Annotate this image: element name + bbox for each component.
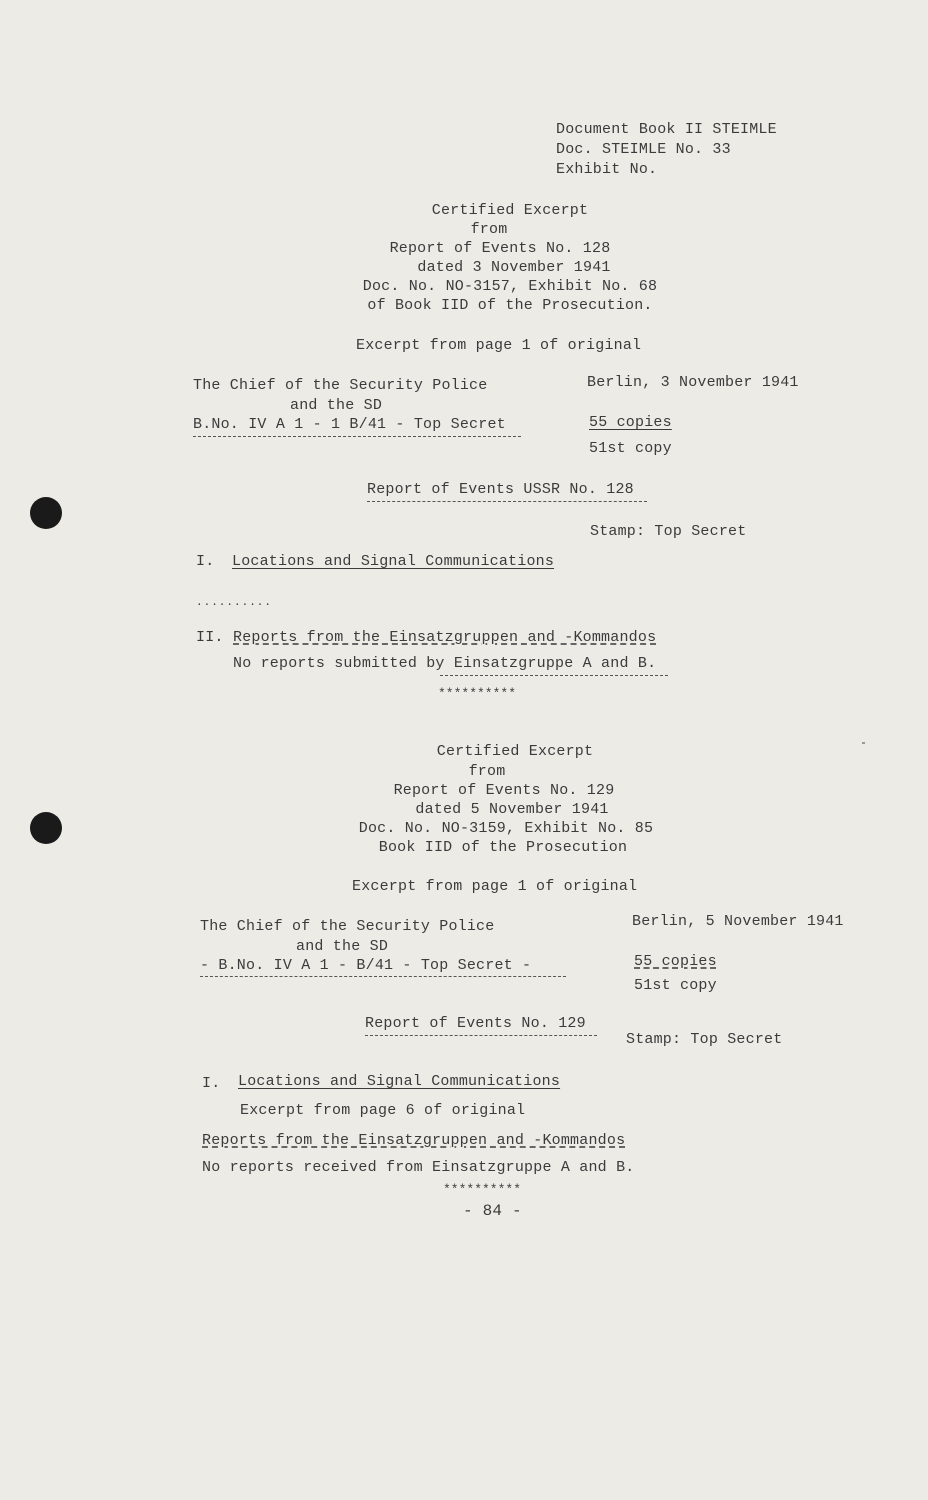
excerpt1-doc-no: Doc. No. NO-3157, Exhibit No. 68 <box>362 278 658 295</box>
excerpt1-omission-dots: .......... <box>196 597 273 609</box>
excerpt2-section2-title: Reports from the Einsatzgruppen and -Kommandos <box>202 1132 626 1149</box>
excerpt2-copies: 55 copies <box>634 953 717 970</box>
header-doc-number: Doc. STEIMLE No. 33 <box>556 141 731 158</box>
excerpt2-section1-number: I. <box>202 1075 221 1092</box>
header-document-book: Document Book II STEIMLE <box>556 121 777 138</box>
excerpt2-report-heading: Report of Events No. 129 <box>365 1015 586 1032</box>
excerpt1-copy-number: 51st copy <box>589 440 672 457</box>
excerpt1-from: from <box>470 221 508 238</box>
excerpt2-report: Report of Events No. 129 <box>393 782 615 799</box>
excerpt1-section2-number: II. <box>196 629 224 646</box>
excerpt2-report-heading-rule <box>365 1035 597 1036</box>
excerpt2-reference-rule <box>200 976 566 977</box>
excerpt2-page6-note: Excerpt from page 6 of original <box>240 1102 526 1119</box>
excerpt2-stamp: Stamp: Top Secret <box>626 1031 783 1048</box>
punch-hole-top <box>30 497 62 529</box>
punch-hole-bottom <box>30 812 62 844</box>
excerpt1-section2-text-rule <box>440 675 668 676</box>
header-exhibit: Exhibit No. <box>556 161 658 178</box>
excerpt1-reference: B.No. IV A 1 - 1 B/41 - Top Secret <box>193 416 506 433</box>
excerpt1-title: Certified Excerpt <box>431 202 589 219</box>
excerpt2-doc-no: Doc. No. NO-3159, Exhibit No. 85 <box>358 820 654 837</box>
excerpt2-end-stars: ********** <box>443 1182 522 1197</box>
excerpt2-section1-title: Locations and Signal Communications <box>238 1073 561 1090</box>
excerpt2-sender-line2: and the SD <box>296 938 389 955</box>
excerpt1-page-note: Excerpt from page 1 of original <box>356 337 642 354</box>
excerpt1-report-heading: Report of Events USSR No. 128 <box>367 481 634 498</box>
excerpt1-reference-rule <box>193 436 521 437</box>
page-number: - 84 - <box>463 1202 522 1220</box>
excerpt2-reference: - B.No. IV A 1 - B/41 - Top Secret - <box>200 957 532 974</box>
excerpt2-from: from <box>468 763 506 780</box>
excerpt2-copy-number: 51st copy <box>634 977 717 994</box>
excerpt1-place-date: Berlin, 3 November 1941 <box>587 374 799 391</box>
excerpt2-section2-text: No reports received from Einsatzgruppe A and B. <box>202 1159 635 1176</box>
excerpt2-book: Book IID of the Prosecution <box>378 839 628 856</box>
excerpt1-dated: dated 3 November 1941 <box>417 259 611 276</box>
excerpt2-page-note: Excerpt from page 1 of original <box>352 878 638 895</box>
excerpt1-book: of Book IID of the Prosecution. <box>367 297 653 314</box>
excerpt1-end-stars: ********** <box>438 686 517 701</box>
excerpt1-sender-line1: The Chief of the Security Police <box>193 377 488 394</box>
excerpt2-sender-line1: The Chief of the Security Police <box>200 918 495 935</box>
excerpt1-section2-text: No reports submitted by Einsatzgruppe A and B. <box>233 655 657 672</box>
excerpt1-stamp: Stamp: Top Secret <box>590 523 747 540</box>
excerpt1-report: Report of Events No. 128 <box>389 240 611 257</box>
excerpt1-section1-number: I. <box>196 553 215 570</box>
excerpt2-dated: dated 5 November 1941 <box>415 801 609 818</box>
paper-mark <box>862 742 865 744</box>
excerpt1-section2-title: Reports from the Einsatzgruppen and -Kommandos <box>233 629 657 646</box>
excerpt1-copies: 55 copies <box>589 414 672 431</box>
excerpt1-section1-title: Locations and Signal Communications <box>232 553 555 570</box>
excerpt2-title: Certified Excerpt <box>436 743 594 760</box>
excerpt2-place-date: Berlin, 5 November 1941 <box>632 913 844 930</box>
excerpt1-report-heading-rule <box>367 501 647 502</box>
excerpt1-sender-line2: and the SD <box>290 397 383 414</box>
